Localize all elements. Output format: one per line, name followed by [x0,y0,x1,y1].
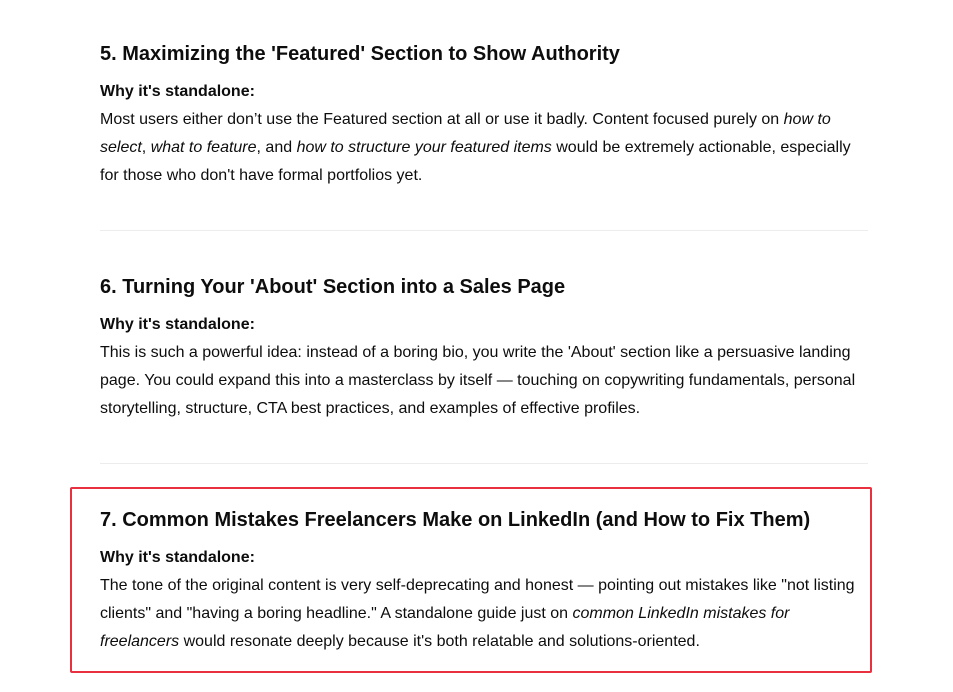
section-body [100,106,868,190]
section-about [100,274,868,423]
body-text-run: would resonate deeply because it's both relatable and solutions-oriented. [179,633,700,650]
why-standalone-label: Why it's standalone: [100,83,255,100]
body-text-run: This is such a powerful idea: instead of a boring bio, you write the 'About' section like a persuasive landing page. You could expand this into a masterclass by itself — touching on copywriting fundamentals, personal storytelling, structure, CTA best practices, and examples of effective profiles. [100,344,856,417]
section-featured [100,41,868,190]
body-text-run: Most users either don’t use the Featured section at all or use it badly. Content focused purely on [100,111,784,128]
body-text-run: , [141,139,151,156]
section-divider [100,463,868,464]
section-heading: 6. Turning Your 'About' Section into a Sales Page [100,276,566,298]
body-text-run: The tone of the original content is very self-deprecating and honest — pointing out mistakes like "not listing clients" and "having a boring headline." A standalone guide just on [100,577,855,622]
section-divider [100,230,868,231]
section-heading: 5. Maximizing the 'Featured' Section to Show Authority [100,43,620,65]
body-italic-run: what to feature [150,139,257,156]
body-text-run: would be extremely actionable, especially for those who don't have formal portfolios yet. [100,139,851,184]
body-italic-run: how to structure your featured items [296,139,552,156]
why-standalone-label: Why it's standalone: [100,549,255,566]
body-italic-run: how to select [100,111,831,156]
section-heading: 7. Common Mistakes Freelancers Make on LinkedIn (and How to Fix Them) [100,509,811,531]
body-text-run: , and [256,139,297,156]
section-body [100,572,868,656]
section-common-mistakes [100,507,868,656]
body-italic-run: common LinkedIn mistakes for freelancers [100,605,790,650]
why-standalone-label: Why it's standalone: [100,316,255,333]
section-body [100,339,868,423]
